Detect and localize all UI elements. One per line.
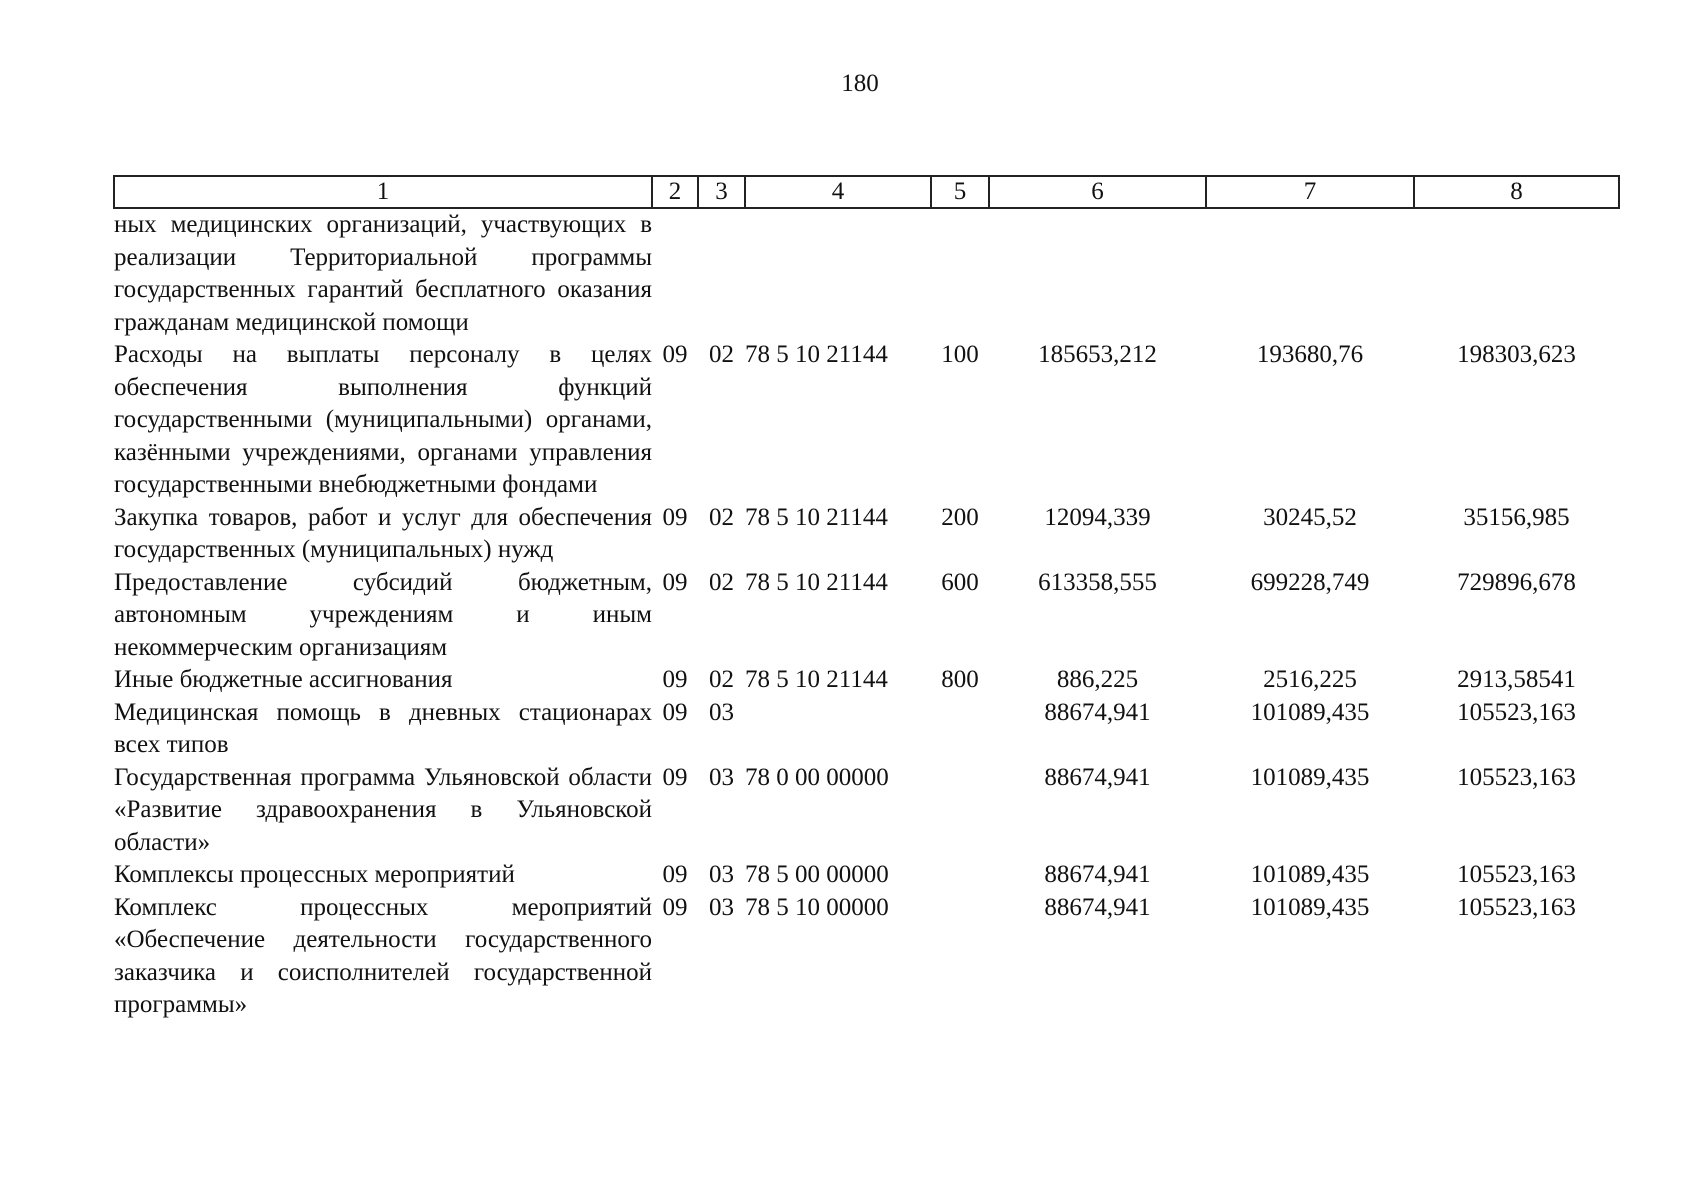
amount-col-7-cell: 699228,749 [1250, 568, 1370, 596]
header-col-2: 2 [652, 176, 698, 208]
amount-col-8-cell: 2913,58541 [1457, 666, 1576, 693]
expense-type-cell: 800 [941, 666, 979, 693]
header-row [114, 176, 1619, 208]
table-row [114, 664, 1619, 697]
amount-col-6-cell: 185653,212 [1038, 341, 1157, 368]
target-article-cell: 78 5 10 21144 [745, 666, 888, 693]
table-row [114, 697, 1619, 762]
section-code-cell: 09 [662, 698, 688, 726]
amount-col-7-cell [1206, 208, 1414, 339]
table-header [114, 176, 1619, 208]
target-article-cell: 78 5 00 00000 [745, 861, 889, 888]
amount-col-7-cell: 2516,225 [1263, 666, 1357, 693]
table-row [114, 339, 1619, 502]
subsection-code-cell: 02 [709, 503, 734, 531]
amount-col-8-cell: 105523,163 [1457, 861, 1576, 888]
section-code-cell: 09 [662, 763, 688, 791]
subsection-code-cell [698, 208, 745, 339]
row-name-cell: ных медицинских организаций, участвующих в реализации Территориальной программы государственных гарантий бесплатного оказания гражданам медицинской помощи [114, 211, 652, 336]
row-name-cell: Иные бюджетные ассигнования [114, 666, 453, 693]
subsection-code-cell: 03 [709, 763, 734, 791]
header-col-5: 5 [931, 176, 989, 208]
header-col-6: 6 [989, 176, 1206, 208]
amount-col-8-cell: 198303,623 [1457, 341, 1576, 368]
expense-type-cell: 200 [941, 503, 979, 531]
section-code-cell [652, 208, 698, 339]
expense-type-cell: 600 [941, 568, 979, 596]
amount-col-7-cell: 193680,76 [1256, 341, 1364, 368]
amount-col-7-cell: 101089,435 [1250, 861, 1370, 888]
table-row [114, 502, 1619, 567]
target-article-cell [745, 697, 931, 762]
header-col-1: 1 [114, 176, 652, 208]
expense-type-cell [931, 762, 989, 860]
expense-type-cell: 100 [941, 341, 979, 368]
row-name-cell: Государственная программа Ульяновской области «Развитие здравоохранения в Ульяновской области» [114, 763, 652, 856]
table-row [114, 567, 1619, 665]
subsection-code-cell: 02 [709, 666, 734, 693]
table-row [114, 762, 1619, 860]
section-code-cell: 09 [662, 893, 688, 921]
row-name-cell: Расходы на выплаты персоналу в целях обеспечения выполнения функций государственными (муниципальными) органами, казёнными учреждениями, органами управления государственными внебюджетными фондами [114, 341, 652, 498]
header-col-3: 3 [698, 176, 745, 208]
section-code-cell: 09 [662, 503, 688, 531]
table-body [114, 208, 1619, 1022]
section-code-cell: 09 [662, 568, 688, 596]
subsection-code-cell: 03 [709, 893, 734, 921]
row-name-cell: Медицинская помощь в дневных стационарах всех типов [114, 698, 652, 758]
subsection-code-cell: 03 [709, 861, 734, 888]
target-article-cell: 78 5 10 21144 [745, 341, 888, 368]
header-col-7: 7 [1206, 176, 1414, 208]
budget-table [113, 175, 1620, 1022]
expense-type-cell [931, 697, 989, 762]
amount-col-8-cell: 105523,163 [1457, 763, 1576, 791]
expense-type-cell [931, 892, 989, 1022]
amount-col-6-cell: 88674,941 [1044, 893, 1151, 921]
section-code-cell: 09 [662, 666, 688, 693]
row-name-cell: Комплексы процессных мероприятий [114, 861, 515, 888]
section-code-cell: 09 [662, 341, 688, 368]
header-col-8: 8 [1414, 176, 1619, 208]
amount-col-6-cell: 613358,555 [1038, 568, 1157, 596]
section-code-cell: 09 [662, 861, 688, 888]
page-number: 180 [841, 70, 879, 97]
amount-col-7-cell: 101089,435 [1250, 893, 1370, 921]
amount-col-8-cell: 729896,678 [1457, 568, 1576, 596]
expense-type-cell [931, 859, 989, 892]
header-col-4: 4 [745, 176, 931, 208]
amount-col-6-cell: 88674,941 [1044, 698, 1151, 726]
subsection-code-cell: 02 [709, 568, 734, 596]
amount-col-6-cell: 12094,339 [1044, 503, 1151, 531]
amount-col-6-cell: 88674,941 [1044, 763, 1151, 791]
target-article-cell: 78 5 10 00000 [745, 893, 889, 921]
amount-col-7-cell: 101089,435 [1250, 763, 1370, 791]
target-article-cell: 78 5 10 21144 [745, 503, 888, 531]
expense-type-cell [931, 208, 989, 339]
target-article-cell: 78 5 10 21144 [745, 568, 888, 596]
table-row [114, 892, 1619, 1022]
amount-col-6-cell: 886,225 [1056, 666, 1139, 693]
row-name-cell: Закупка товаров, работ и услуг для обеспечения государственных (муниципальных) нужд [114, 503, 652, 563]
amount-col-6-cell [989, 208, 1206, 339]
table-row [114, 208, 1619, 339]
subsection-code-cell: 02 [709, 341, 734, 368]
row-name-cell: Предоставление субсидий бюджетным, автономным учреждениям и иным некоммерческим организациям [114, 568, 652, 661]
target-article-cell: 78 0 00 00000 [745, 763, 889, 791]
amount-col-8-cell: 105523,163 [1457, 698, 1576, 726]
amount-col-8-cell: 105523,163 [1457, 893, 1576, 921]
amount-col-7-cell: 30245,52 [1263, 503, 1357, 531]
amount-col-6-cell: 88674,941 [1044, 861, 1151, 888]
amount-col-8-cell [1414, 208, 1619, 339]
table-row [114, 859, 1619, 892]
subsection-code-cell: 03 [709, 698, 734, 726]
amount-col-7-cell: 101089,435 [1250, 698, 1370, 726]
row-name-cell: Комплекс процессных мероприятий «Обеспечение деятельности государственного заказчика и соисполнителей государственной программы» [114, 893, 652, 1018]
target-article-cell [745, 208, 931, 339]
amount-col-8-cell: 35156,985 [1463, 503, 1570, 531]
